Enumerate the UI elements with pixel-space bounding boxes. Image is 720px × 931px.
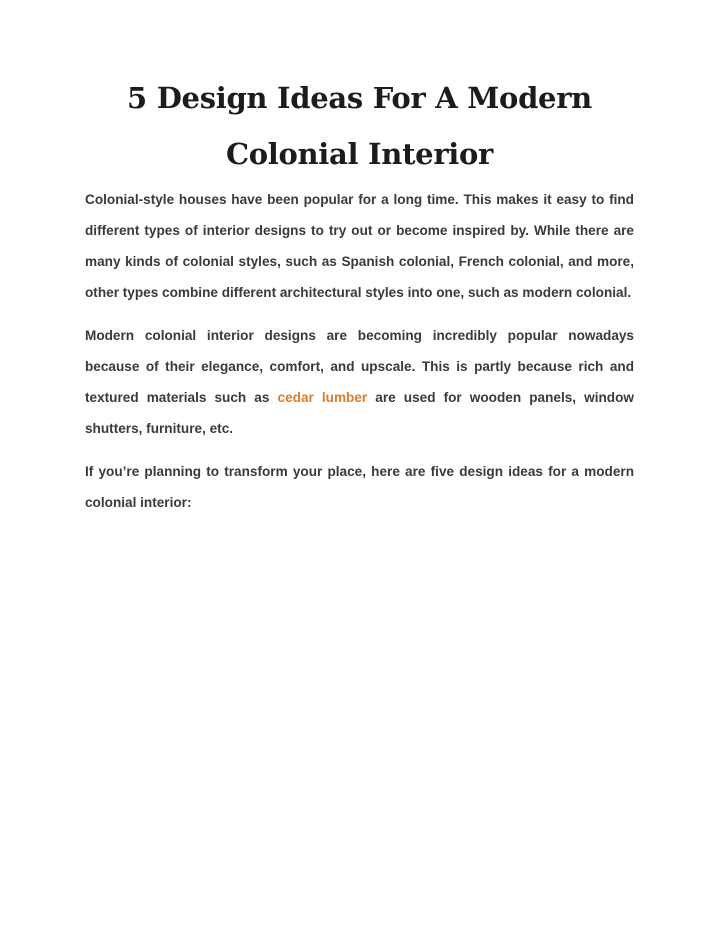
- paragraph-materials-text-before: Modern colonial interior designs are becoming incredibly popular nowadays because of their elegance, comfort, and upscale. This is partly because rich and textured materials such as: [85, 328, 634, 405]
- paragraph-materials: [85, 320, 634, 444]
- paragraph-transition: If you’re planning to transform your place, here are five design ideas for a modern colonial interior:: [85, 464, 634, 510]
- title-line-2: Colonial Interior: [225, 137, 494, 171]
- page-title: [85, 70, 634, 182]
- paragraph-materials-text-after: are used for wooden panels, window shutters, furniture, etc.: [85, 390, 634, 436]
- paragraph-intro: Colonial-style houses have been popular for a long time. This makes it easy to find different types of interior designs to try out or become inspired by. While there are many kinds of colonial styles, such as Spanish colonial, French colonial, and more, other types combine different architectural styles into one, such as modern colonial.: [85, 192, 634, 300]
- document-page: [85, 70, 634, 518]
- cedar-lumber-link[interactable]: cedar lumber: [277, 390, 368, 405]
- title-line-1: 5 Design Ideas For A Modern: [127, 81, 592, 115]
